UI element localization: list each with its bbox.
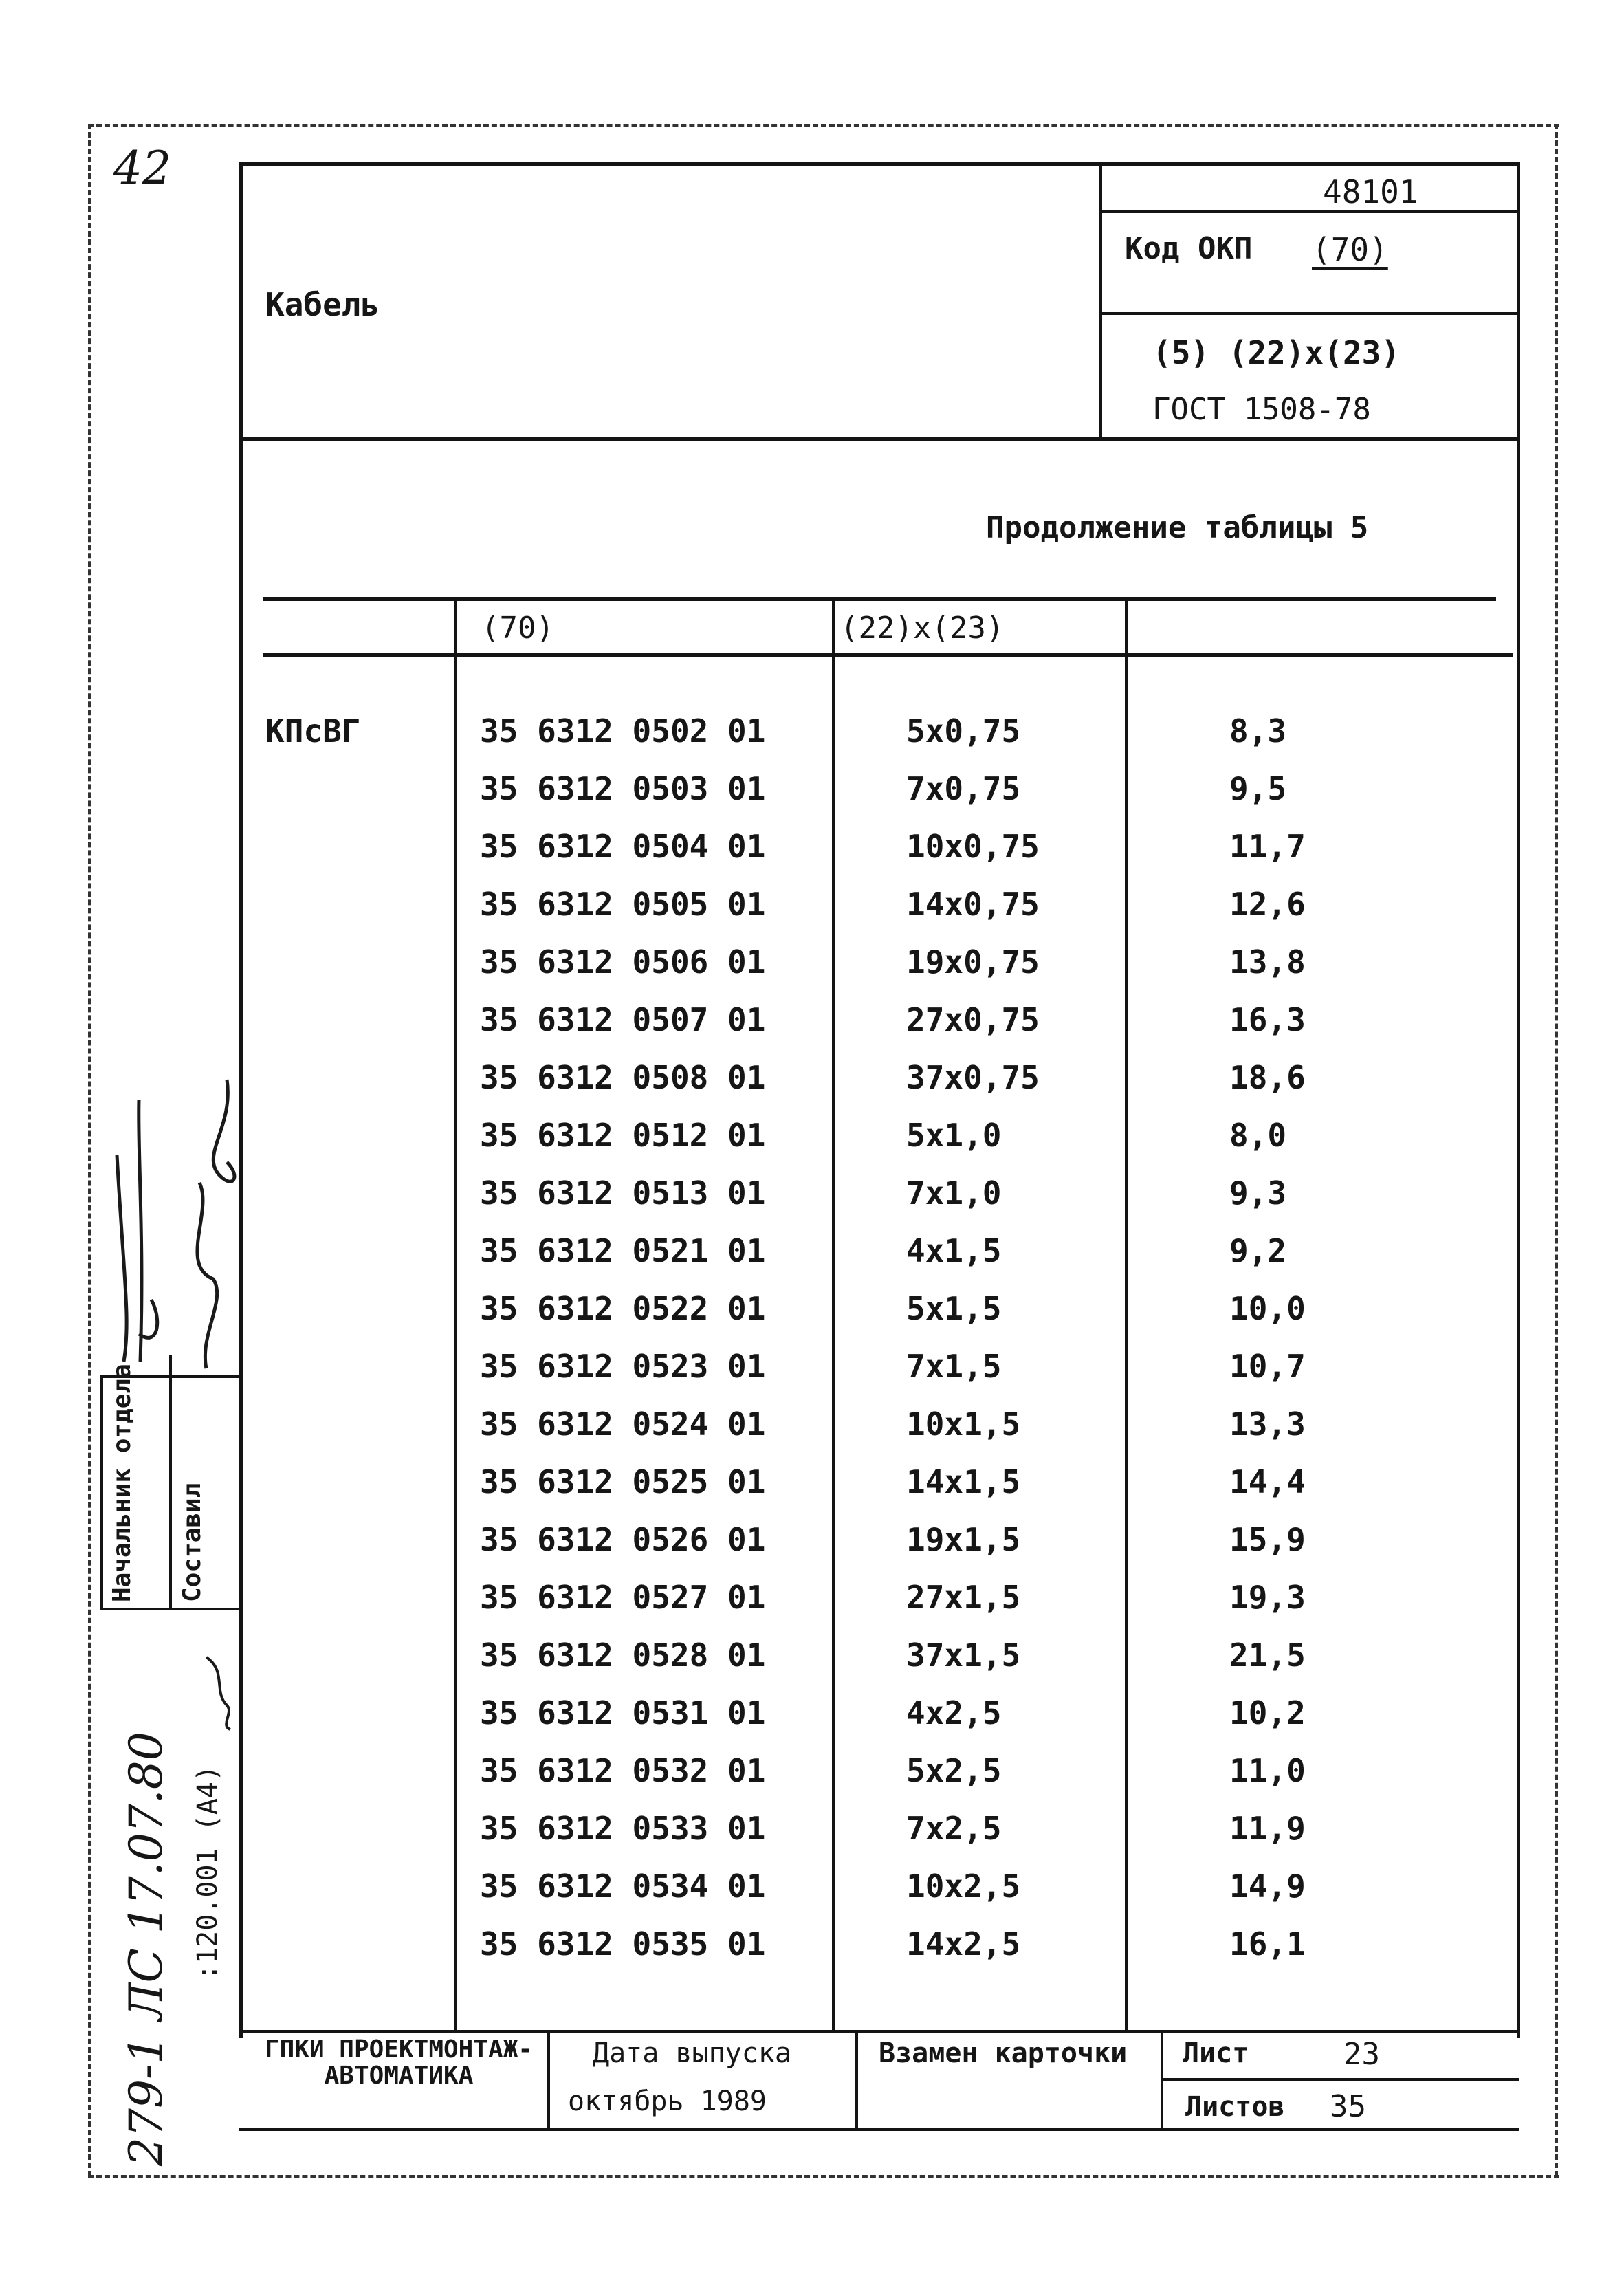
row-size: 5x0,75 [906, 712, 1021, 750]
row-size: 19x1,5 [906, 1521, 1021, 1558]
sheets-label: Листов [1185, 2091, 1285, 2123]
page-number: 42 [113, 142, 171, 195]
table-row [0, 1870, 1624, 1928]
stamp-signature-image [199, 1650, 241, 1733]
catalog-number: 48101 [1323, 173, 1418, 210]
release-date: октябрь 1989 [568, 2086, 767, 2117]
row-value: 18,6 [1229, 1059, 1306, 1096]
row-code: 35 6312 0506 01 [480, 943, 766, 981]
sheets-total: 35 [1330, 2089, 1366, 2124]
row-size: 14x0,75 [906, 886, 1040, 923]
row-size: 7x1,0 [906, 1174, 1002, 1212]
signatures-image [96, 1073, 254, 1375]
compiler-label: Составил [178, 1483, 206, 1602]
row-code: 35 6312 0507 01 [480, 1001, 766, 1038]
row-code: 35 6312 0532 01 [480, 1752, 766, 1789]
column-header-size: (22)x(23) [840, 611, 1005, 646]
row-size: 10x0,75 [906, 828, 1040, 865]
row-code: 35 6312 0525 01 [480, 1463, 766, 1500]
row-value: 11,7 [1229, 828, 1306, 865]
row-size: 5x1,0 [906, 1117, 1002, 1154]
table-row [0, 770, 1624, 831]
header-top-rule [239, 162, 1518, 166]
row-code: 35 6312 0531 01 [480, 1694, 766, 1731]
table-row [0, 1001, 1624, 1062]
header-rule-1 [1099, 210, 1519, 213]
designation: (5) (22)x(23) [1152, 334, 1401, 371]
row-value: 9,3 [1229, 1174, 1287, 1212]
head-of-department-label: Начальник отдела [108, 1364, 136, 1602]
row-value: 8,3 [1229, 712, 1287, 750]
row-size: 14x1,5 [906, 1463, 1021, 1500]
row-value: 10,2 [1229, 1694, 1306, 1731]
row-value: 11,0 [1229, 1752, 1306, 1789]
okp-code: (70) [1312, 231, 1388, 268]
border-top [88, 124, 1559, 127]
row-value: 12,6 [1229, 886, 1306, 923]
row-value: 19,3 [1229, 1579, 1306, 1616]
footer-col-rule-2 [855, 2030, 858, 2130]
footer-col-rule-1 [547, 2030, 550, 2130]
row-size: 7x1,5 [906, 1348, 1002, 1385]
table-caption: Продолжение таблицы 5 [986, 510, 1369, 545]
row-size: 27x0,75 [906, 1001, 1040, 1038]
footer-top-rule [239, 2030, 1519, 2033]
row-value: 8,0 [1229, 1117, 1287, 1154]
row-code: 35 6312 0523 01 [480, 1348, 766, 1385]
table-top-rule [263, 597, 1496, 601]
row-code: 35 6312 0522 01 [480, 1290, 766, 1327]
row-size: 37x1,5 [906, 1637, 1021, 1674]
row-code: 35 6312 0504 01 [480, 828, 766, 865]
row-value: 15,9 [1229, 1521, 1306, 1558]
row-code: 35 6312 0521 01 [480, 1232, 766, 1269]
row-size: 10x2,5 [906, 1868, 1021, 1905]
group-label: КПсВГ [265, 712, 361, 750]
header-divider [1099, 162, 1102, 440]
row-code: 35 6312 0513 01 [480, 1174, 766, 1212]
row-size: 19x0,75 [906, 943, 1040, 981]
row-value: 9,5 [1229, 770, 1287, 807]
table-row [0, 1408, 1624, 1466]
row-code: 35 6312 0508 01 [480, 1059, 766, 1096]
row-code: 35 6312 0535 01 [480, 1925, 766, 1963]
table-row [0, 712, 1624, 773]
row-code: 35 6312 0527 01 [480, 1579, 766, 1616]
footer-sheet-rule [1161, 2078, 1519, 2081]
row-code: 35 6312 0505 01 [480, 886, 766, 923]
row-size: 7x0,75 [906, 770, 1021, 807]
row-size: 37x0,75 [906, 1059, 1040, 1096]
table-row [0, 1694, 1624, 1755]
row-value: 13,3 [1229, 1406, 1306, 1443]
row-code: 35 6312 0502 01 [480, 712, 766, 750]
table-row [0, 1810, 1624, 1870]
header-bottom-rule [239, 437, 1518, 441]
border-bottom [88, 2175, 1559, 2178]
column-header-code: (70) [481, 611, 554, 646]
product-name: Кабель [265, 286, 380, 323]
row-value: 11,9 [1229, 1810, 1306, 1847]
replaces-card-label: Взамен карточки [879, 2037, 1128, 2069]
row-value: 16,1 [1229, 1925, 1306, 1963]
row-size: 4x2,5 [906, 1694, 1002, 1731]
footer-bottom-rule [239, 2128, 1519, 2131]
row-code: 35 6312 0534 01 [480, 1868, 766, 1905]
sheet-label: Лист [1183, 2037, 1249, 2069]
row-code: 35 6312 0524 01 [480, 1406, 766, 1443]
table-head-rule [263, 653, 1513, 657]
row-size: 7x2,5 [906, 1810, 1002, 1847]
row-value: 14,4 [1229, 1463, 1306, 1500]
table-row [0, 1925, 1624, 1986]
row-size: 27x1,5 [906, 1579, 1021, 1616]
row-value: 13,8 [1229, 943, 1306, 981]
stamp-rule-a [169, 1355, 172, 1609]
standard: ГОСТ 1508-78 [1152, 392, 1371, 427]
table-row [0, 828, 1624, 888]
table-row [0, 943, 1624, 1004]
handwritten-reference: 279-1 ЛС 17.07.80 [120, 1731, 173, 2166]
table-row [0, 1639, 1624, 1697]
organization: ГПКИ ПРОЕКТМОНТАЖ-АВТОМАТИКА [264, 2035, 534, 2090]
row-code: 35 6312 0512 01 [480, 1117, 766, 1154]
header-rule-2 [1099, 312, 1519, 315]
sheet-number: 23 [1343, 2037, 1380, 2072]
row-value: 16,3 [1229, 1001, 1306, 1038]
row-size: 5x1,5 [906, 1290, 1002, 1327]
document-reference: :120.001 (A4) [192, 1764, 223, 1980]
table-row [0, 1579, 1624, 1639]
row-value: 10,7 [1229, 1348, 1306, 1385]
row-size: 4x1,5 [906, 1232, 1002, 1269]
row-value: 9,2 [1229, 1232, 1287, 1269]
row-code: 35 6312 0533 01 [480, 1810, 766, 1847]
table-row [0, 888, 1624, 946]
okp-label: Код ОКП [1125, 231, 1253, 266]
row-size: 5x2,5 [906, 1752, 1002, 1789]
table-row [0, 1752, 1624, 1813]
release-date-label: Дата выпуска [593, 2037, 791, 2069]
row-value: 14,9 [1229, 1868, 1306, 1905]
row-value: 10,0 [1229, 1290, 1306, 1327]
row-code: 35 6312 0503 01 [480, 770, 766, 807]
stamp-rule-bottom [100, 1608, 242, 1610]
table-row [0, 1463, 1624, 1524]
row-size: 10x1,5 [906, 1406, 1021, 1443]
stamp-rule-left [100, 1375, 103, 1609]
row-size: 14x2,5 [906, 1925, 1021, 1963]
row-value: 21,5 [1229, 1637, 1306, 1674]
row-code: 35 6312 0526 01 [480, 1521, 766, 1558]
row-code: 35 6312 0528 01 [480, 1637, 766, 1674]
